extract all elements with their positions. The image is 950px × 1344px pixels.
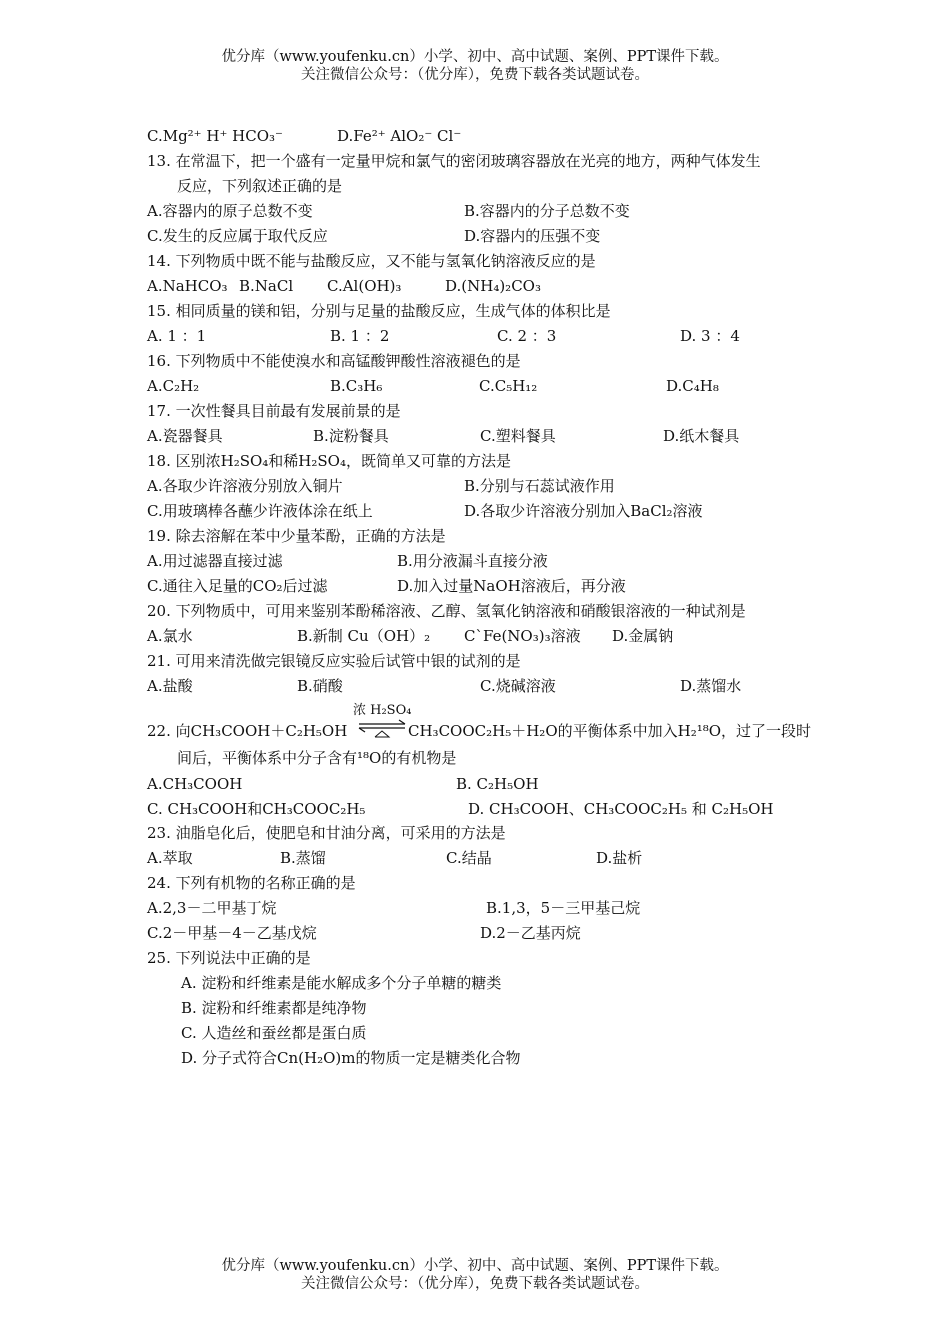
q13-stem-cont: 反应，下列叙述正确的是 <box>177 177 343 195</box>
q16-option-a: A.C₂H₂ <box>147 377 200 395</box>
q14-stem: 14. 下列物质中既不能与盐酸反应，又不能与氢氧化钠溶液反应的是 <box>147 252 596 270</box>
q25-option-a: A. 淀粉和纤维素是能水解成多个分子单糖的糖类 <box>181 974 502 992</box>
q22-catalyst-label: 浓 H₂SO₄ <box>353 703 411 718</box>
header-line-1: 优分库（www.youfenku.cn）小学、初中、高中试题、案例、PPT课件下载。 <box>221 49 729 65</box>
q15-option-d: D. 3 ：4 <box>680 327 740 345</box>
q18-stem: 18. 区别浓H₂SO₄和稀H₂SO₄，既简单又可靠的方法是 <box>147 452 511 470</box>
q17-option-d: D.纸木餐具 <box>663 427 740 445</box>
q17-option-a: A.瓷器餐具 <box>147 427 223 445</box>
q14-option-b: B.NaCl <box>239 277 294 295</box>
q13-option-a: A.容器内的原子总数不变 <box>147 202 313 220</box>
q21-option-b: B.硝酸 <box>297 677 343 695</box>
q18-option-c: C.用玻璃棒各蘸少许液体涂在纸上 <box>147 502 373 520</box>
q25-option-c: C. 人造丝和蚕丝都是蛋白质 <box>181 1024 367 1042</box>
q25-stem: 25. 下列说法中正确的是 <box>147 949 311 967</box>
q22-stem-left: 22. 向CH₃COOH＋C₂H₅OH <box>147 722 348 740</box>
q14-option-d: D.(NH₄)₂CO₃ <box>445 277 541 295</box>
q25-option-d: D. 分子式符合Cn(H₂O)m的物质一定是糖类化合物 <box>181 1049 521 1067</box>
q20-option-b: B.新制 Cu（OH）₂ <box>297 627 431 645</box>
q12-option-c: C.Mg²⁺ H⁺ HCO₃⁻ <box>147 127 283 145</box>
q24-option-c: C.2－甲基－4－乙基戊烷 <box>147 924 317 942</box>
q22-stem-right: CH₃COOC₂H₅＋H₂O的平衡体系中加入H₂¹⁸O，过了一段时 <box>408 722 812 740</box>
q23-option-c: C.结晶 <box>446 849 492 867</box>
q14-option-a: A.NaHCO₃ <box>147 277 228 295</box>
q21-option-d: D.蒸馏水 <box>680 677 742 695</box>
q17-stem: 17. 一次性餐具目前最有发展前景的是 <box>147 402 401 420</box>
q13-option-c: C.发生的反应属于取代反应 <box>147 227 328 245</box>
footer-line-2: 关注微信公众号：（优分库），免费下载各类试题试卷。 <box>301 1276 649 1292</box>
q15-option-a: A. 1 ：1 <box>147 327 207 345</box>
q21-option-c: C.烧碱溶液 <box>480 677 556 695</box>
q23-option-a: A.萃取 <box>147 849 193 867</box>
q13-stem: 13. 在常温下，把一个盛有一定量甲烷和氯气的密闭玻璃容器放在光亮的地方，两种气体发生 <box>147 152 761 170</box>
q22-option-a: A.CH₃COOH <box>147 775 243 793</box>
q24-stem: 24. 下列有机物的名称正确的是 <box>147 874 356 892</box>
q19-option-a: A.用过滤器直接过滤 <box>147 552 283 570</box>
q17-option-b: B.淀粉餐具 <box>313 427 389 445</box>
q13-option-b: B.容器内的分子总数不变 <box>464 202 630 220</box>
q23-option-d: D.盐析 <box>596 849 643 867</box>
q20-stem: 20. 下列物质中，可用来鉴别苯酚稀溶液、乙醇、氢氧化钠溶液和硝酸银溶液的一种试剂是 <box>147 602 746 620</box>
q19-option-c: C.通往入足量的CO₂后过滤 <box>147 577 328 595</box>
equilibrium-arrow-icon <box>353 700 411 744</box>
q22-option-b: B. C₂H₅OH <box>456 775 539 793</box>
q24-option-b: B.1,3，5－三甲基己烷 <box>486 899 641 917</box>
q22-stem-cont: 间后，平衡体系中分子含有¹⁸O的有机物是 <box>177 749 457 767</box>
page-header <box>0 48 950 84</box>
q19-stem: 19. 除去溶解在苯中少量苯酚，正确的方法是 <box>147 527 446 545</box>
q21-option-a: A.盐酸 <box>147 677 193 695</box>
q24-option-d: D.2－乙基丙烷 <box>480 924 581 942</box>
q15-stem: 15. 相同质量的镁和铝，分别与足量的盐酸反应，生成气体的体积比是 <box>147 302 611 320</box>
q22-option-c: C. CH₃COOH和CH₃COOC₂H₅ <box>147 800 366 818</box>
q13-option-d: D.容器内的压强不变 <box>464 227 601 245</box>
q18-option-a: A.各取少许溶液分别放入铜片 <box>147 477 343 495</box>
q20-option-d: D.金属钠 <box>612 627 674 645</box>
q23-option-b: B.蒸馏 <box>280 849 326 867</box>
q22-option-d: D. CH₃COOH、CH₃COOC₂H₅ 和 C₂H₅OH <box>468 800 774 818</box>
q16-option-d: D.C₄H₈ <box>666 377 719 395</box>
q17-option-c: C.塑料餐具 <box>480 427 556 445</box>
q16-stem: 16. 下列物质中不能使溴水和高锰酸钾酸性溶液褪色的是 <box>147 352 521 370</box>
q15-option-c: C. 2 ：3 <box>497 327 557 345</box>
q20-option-c: C`Fe(NO₃)₃溶液 <box>464 627 581 645</box>
q16-option-c: C.C₅H₁₂ <box>479 377 538 395</box>
q14-option-c: C.Al(OH)₃ <box>327 277 402 295</box>
q15-option-b: B. 1 ：2 <box>330 327 390 345</box>
q12-option-d: D.Fe²⁺ AlO₂⁻ Cl⁻ <box>337 127 462 145</box>
header-line-2: 关注微信公众号：（优分库），免费下载各类试题试卷。 <box>301 67 649 83</box>
q18-option-d: D.各取少许溶液分别加入BaCl₂溶液 <box>464 502 703 520</box>
q19-option-b: B.用分液漏斗直接分液 <box>397 552 548 570</box>
q16-option-b: B.C₃H₆ <box>330 377 383 395</box>
page-footer <box>0 1257 950 1293</box>
q19-option-d: D.加入过量NaOH溶液后，再分液 <box>397 577 626 595</box>
q24-option-a: A.2,3－二甲基丁烷 <box>147 899 277 917</box>
q23-stem: 23. 油脂皂化后，使肥皂和甘油分离，可采用的方法是 <box>147 824 506 842</box>
q18-option-b: B.分别与石蕊试液作用 <box>464 477 615 495</box>
footer-line-1: 优分库（www.youfenku.cn）小学、初中、高中试题、案例、PPT课件下载。 <box>221 1258 729 1274</box>
q25-option-b: B. 淀粉和纤维素都是纯净物 <box>181 999 367 1017</box>
q20-option-a: A.氯水 <box>147 627 193 645</box>
q21-stem: 21. 可用来清洗做完银镜反应实验后试管中银的试剂的是 <box>147 652 521 670</box>
